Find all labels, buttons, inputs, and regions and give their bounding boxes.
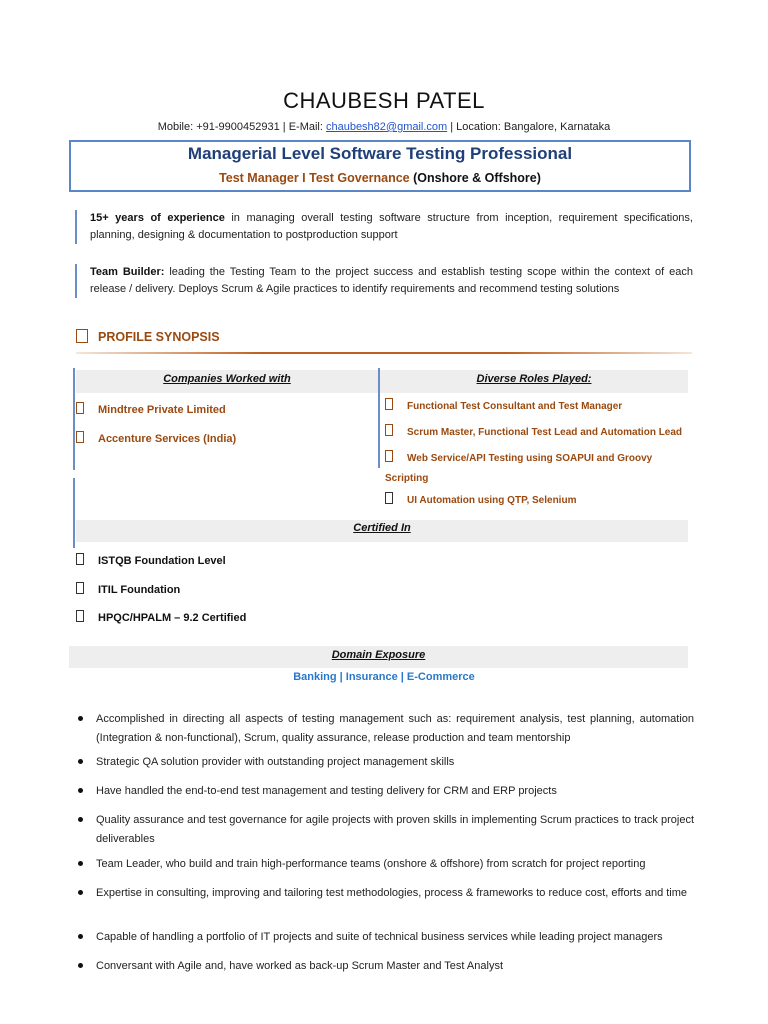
summary-experience <box>75 210 693 244</box>
summary-bullet: Capable of handling a portfolio of IT projects and suite of technical business services while leading project managers <box>96 931 663 943</box>
company-item <box>76 402 226 416</box>
company-item <box>76 431 236 445</box>
role-item <box>385 397 685 417</box>
cert-name: ITIL Foundation <box>98 584 181 596</box>
summary-bullet: Accomplished in directing all aspects of testing management such as: requirement analysis, test planning, automation (Integration & non-functional), Scrum, quality assurance, release production and team mentorship <box>96 713 694 744</box>
subline <box>69 171 691 185</box>
candidate-name: CHAUBESH PATEL <box>283 88 485 113</box>
bullet-box-icon <box>76 431 84 443</box>
bullet-box-icon <box>385 398 393 410</box>
bullet-box-icon <box>76 553 84 565</box>
summary-bullet: Expertise in consulting, improving and tailoring test methodologies, process & frameworks to reduce cost, efforts and time <box>96 887 688 899</box>
subline-scope: (Onshore & Offshore) <box>413 171 541 185</box>
domain-header: Domain Exposure <box>331 649 426 661</box>
summary-bullet: Have handled the end-to-end test management and testing delivery for CRM and ERP projects <box>96 785 557 797</box>
company-name: Accenture Services (India) <box>98 433 237 445</box>
domain-list: Banking | Insurance | E-Commerce <box>293 671 475 683</box>
role-item <box>385 449 665 489</box>
summary-team-builder-bold: Team Builder: <box>90 266 165 278</box>
bullet-dot-icon <box>78 890 83 895</box>
contact-line <box>0 121 768 133</box>
table-left-border <box>73 368 75 470</box>
bullet-box-icon <box>76 610 84 622</box>
companies-header: Companies Worked with <box>163 373 291 385</box>
bullet-box-icon <box>385 424 393 436</box>
bullet-dot-icon <box>78 861 83 866</box>
contact-prefix: Mobile: +91-9900452931 | E-Mail: <box>157 121 326 133</box>
role-item <box>385 423 685 443</box>
bullet-box-icon <box>76 402 84 414</box>
bullet-dot-icon <box>78 759 83 764</box>
role-text: Web Service/API Testing using SOAPUI and Groovy Scripting <box>385 453 653 484</box>
role-text: UI Automation using QTP, Selenium <box>407 495 577 506</box>
subline-roles: Test Manager I Test Governance <box>219 171 410 185</box>
cert-item <box>76 610 246 624</box>
cert-item <box>76 553 226 567</box>
role-item <box>385 491 685 511</box>
summary-experience-text: in managing overall testing software structure from inception, requirement specifications, planning, designing & documentation to postproduction support <box>90 212 693 241</box>
bullet-dot-icon <box>78 934 83 939</box>
roles-header: Diverse Roles Played: <box>476 373 592 385</box>
summary-bullet: Team Leader, who build and train high-performance teams (onshore & offshore) from scratch for project reporting <box>96 858 646 870</box>
bullet-dot-icon <box>78 963 83 968</box>
bullet-dot-icon <box>78 817 83 822</box>
role-text: Functional Test Consultant and Test Manager <box>407 401 623 412</box>
profile-synopsis-title <box>76 329 220 344</box>
table-left-border-lower <box>73 478 75 548</box>
contact-suffix: | Location: Bangalore, Karnataka <box>447 121 611 133</box>
summary-bullet: Quality assurance and test governance for agile projects with proven skills in implementing Scrum practices to track project deliverables <box>96 814 694 845</box>
email-link[interactable]: chaubesh82@gmail.com <box>325 121 448 133</box>
summary-experience-bold: 15+ years of experience <box>90 212 225 224</box>
table-column-divider <box>378 368 380 468</box>
profile-synopsis-label: PROFILE SYNOPSIS <box>98 330 220 344</box>
bullet-box-icon <box>385 450 393 462</box>
role-text: Scrum Master, Functional Test Lead and Automation Lead <box>407 427 683 438</box>
section-divider <box>76 352 692 354</box>
bullet-box-icon <box>385 492 393 504</box>
summary-bullet: Strategic QA solution provider with outstanding project management skills <box>96 756 455 768</box>
section-icon <box>76 329 88 343</box>
bullet-dot-icon <box>78 788 83 793</box>
bullet-dot-icon <box>78 716 83 721</box>
bullet-box-icon <box>76 582 84 594</box>
summary-bullet: Conversant with Agile and, have worked as back-up Scrum Master and Test Analyst <box>96 960 504 972</box>
certified-header: Certified In <box>353 522 411 534</box>
cert-item <box>76 582 180 596</box>
cert-name: HPQC/HPALM – 9.2 Certified <box>98 612 247 624</box>
summary-team-builder <box>75 264 693 298</box>
summary-team-builder-text: leading the Testing Team to the project success and establish testing scope within the context of each release / delivery. Deploys Scrum & Agile practices to identify requirements and recommend testing solutions <box>90 266 693 295</box>
company-name: Mindtree Private Limited <box>98 404 226 416</box>
cert-name: ISTQB Foundation Level <box>98 555 226 567</box>
headline: Managerial Level Software Testing Professional <box>187 144 573 163</box>
